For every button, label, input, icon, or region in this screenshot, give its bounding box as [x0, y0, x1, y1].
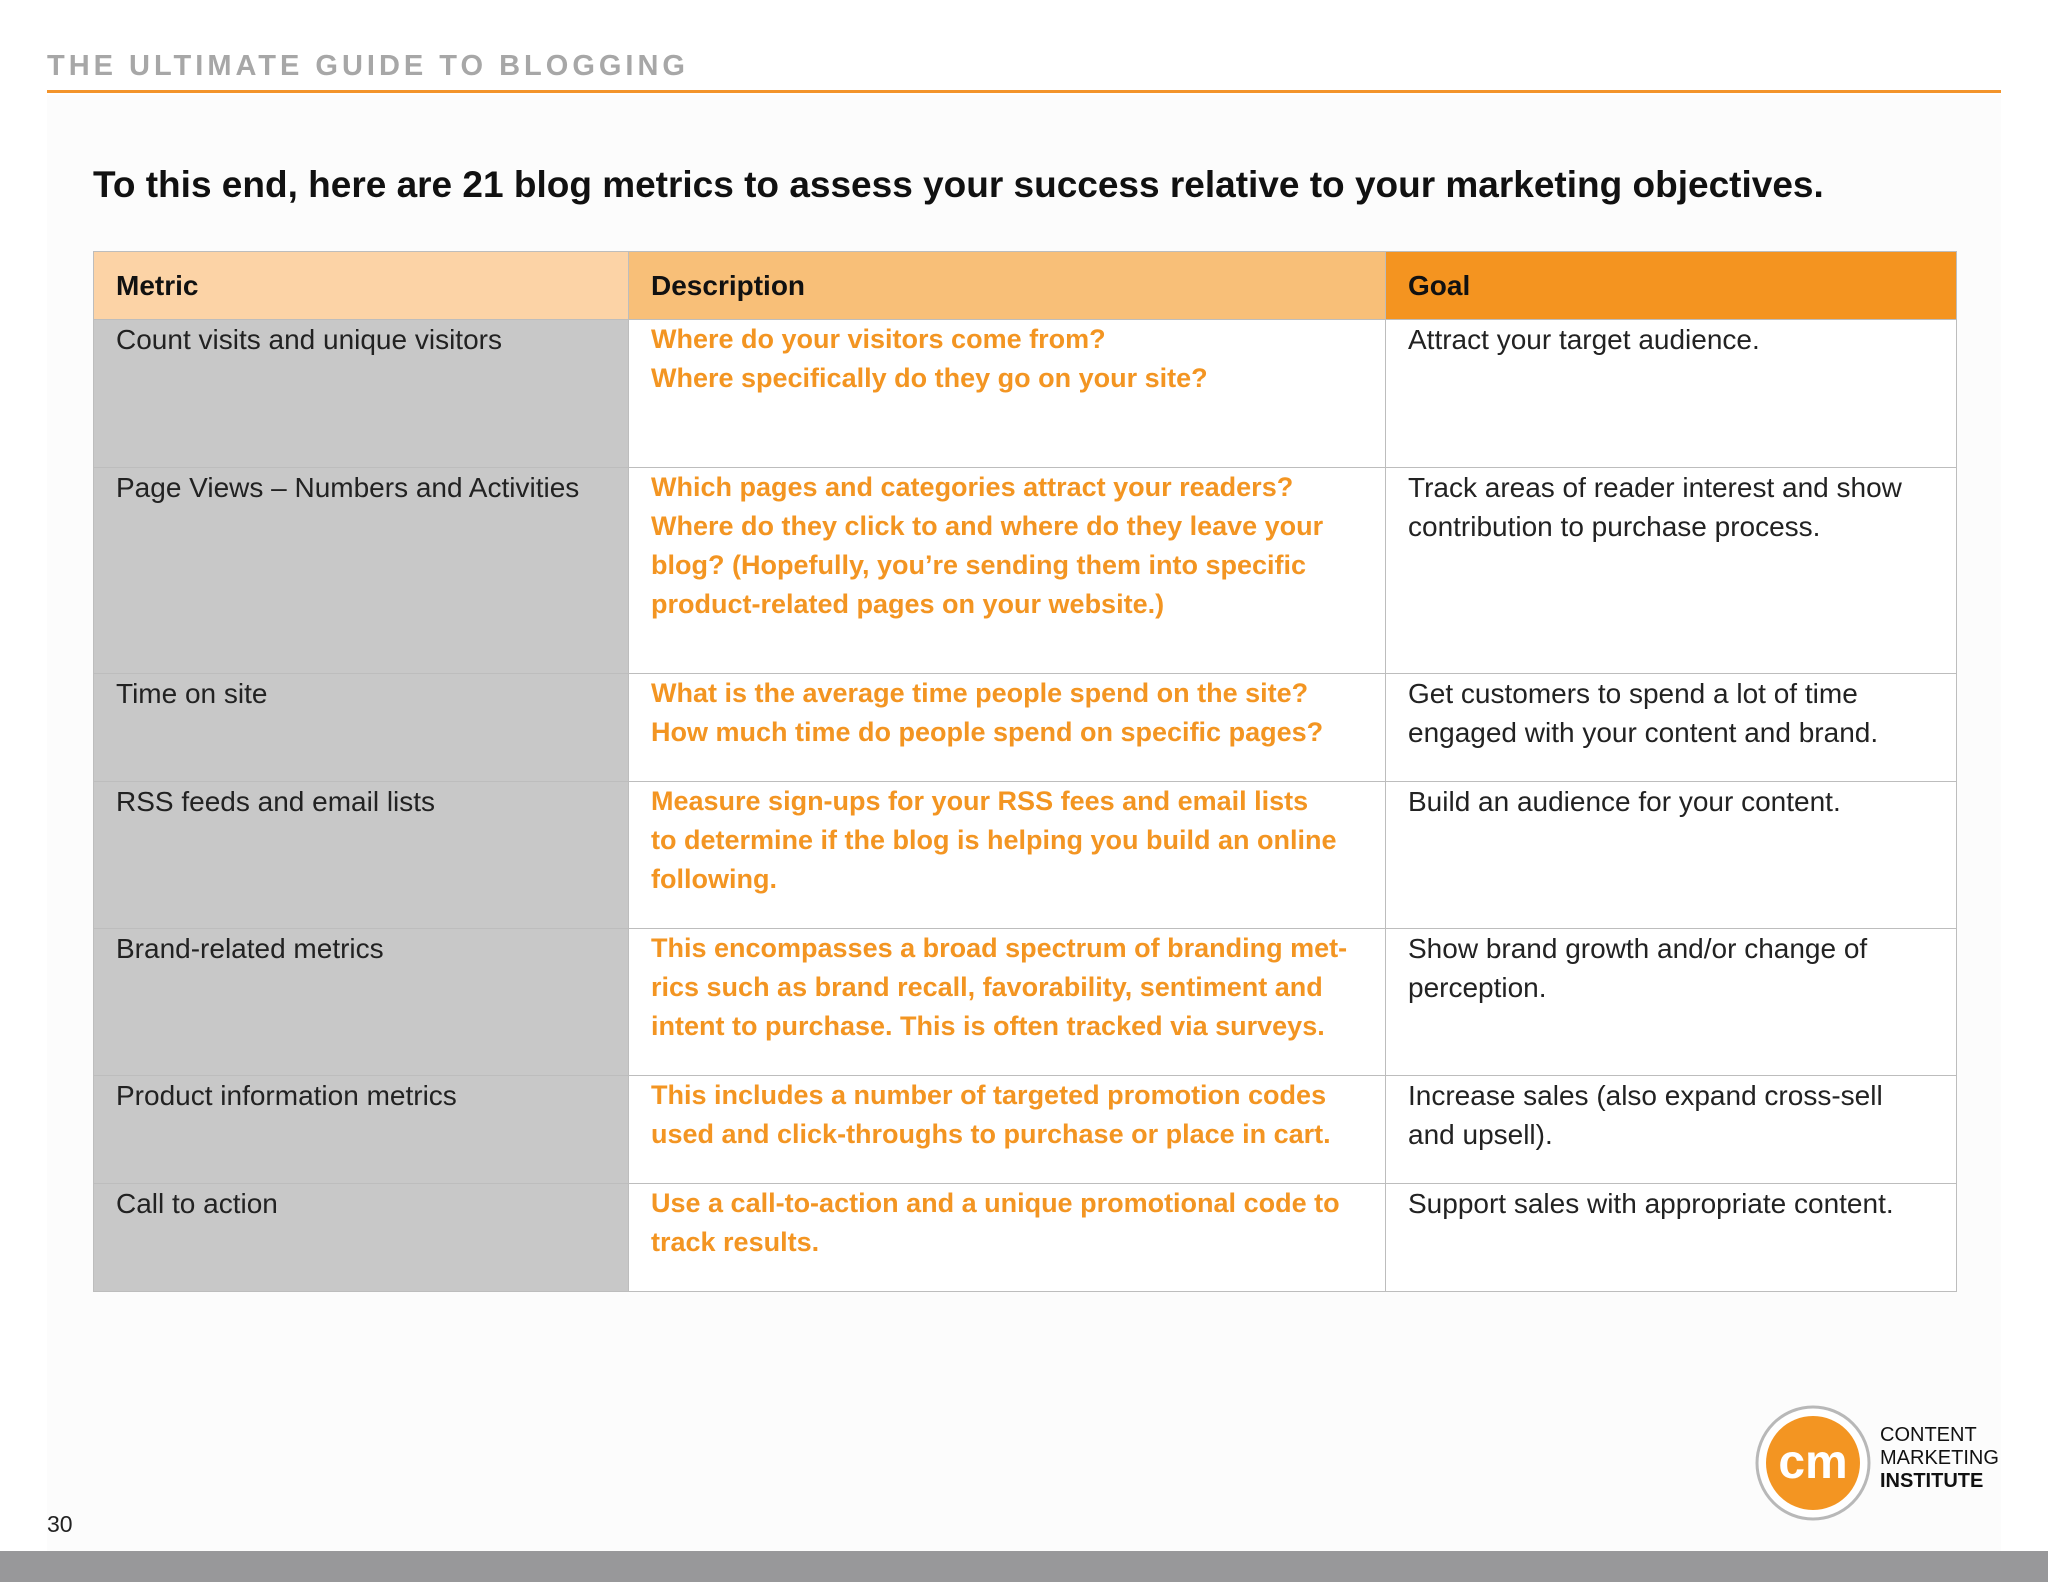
goal-cell: Track areas of reader interest and show contribution to purchase process.	[1386, 468, 1957, 674]
logo-mark: cm	[1778, 1436, 1848, 1489]
table-row	[94, 1184, 1957, 1292]
description-cell	[629, 929, 1386, 1076]
column-header-metric: Metric	[94, 252, 629, 320]
metric-cell: Page Views – Numbers and Activities	[94, 468, 629, 674]
goal-cell: Show brand growth and/or change of perception.	[1386, 929, 1957, 1076]
goal-cell: Attract your target audience.	[1386, 320, 1957, 468]
metric-cell: Time on site	[94, 674, 629, 782]
table-row	[94, 320, 1957, 468]
column-header-description: Description	[629, 252, 1386, 320]
logo-text-line: CONTENT	[1880, 1424, 1977, 1446]
metric-cell: RSS feeds and email lists	[94, 782, 629, 929]
description-cell	[629, 1184, 1386, 1292]
metric-cell: Product information metrics	[94, 1076, 629, 1184]
description-line: Where do they click to and where do they leave your	[651, 511, 1324, 541]
description-line: Where specifically do they go on your site?	[651, 363, 1208, 393]
metric-cell: Brand-related metrics	[94, 929, 629, 1076]
description-line: blog? (Hopefully, you’re sending them into specific	[651, 550, 1307, 580]
description-line: Which pages and categories attract your readers?	[651, 472, 1294, 502]
description-line: track results.	[651, 1227, 820, 1257]
description-cell	[629, 1076, 1386, 1184]
logo-text-line: MARKETING	[1880, 1447, 1999, 1469]
description-line: to determine if the blog is helping you build an online	[651, 825, 1337, 855]
description-line: This encompasses a broad spectrum of branding met-	[651, 933, 1348, 963]
table-header-row	[94, 252, 1957, 320]
goal-cell: Increase sales (also expand cross-sell and upsell).	[1386, 1076, 1957, 1184]
description-line: used and click-throughs to purchase or place in cart.	[651, 1119, 1331, 1149]
goal-cell: Get customers to spend a lot of time engaged with your content and brand.	[1386, 674, 1957, 782]
description-cell	[629, 782, 1386, 929]
metric-cell: Count visits and unique visitors	[94, 320, 629, 468]
footer-bar	[0, 1551, 2048, 1582]
column-header-goal: Goal	[1386, 252, 1957, 320]
table-row	[94, 782, 1957, 929]
description-line: How much time do people spend on specific pages?	[651, 717, 1324, 747]
guide-title: THE ULTIMATE GUIDE TO BLOGGING	[47, 50, 689, 82]
description-line: Use a call-to-action and a unique promotional code to	[651, 1188, 1340, 1218]
table-row	[94, 929, 1957, 1076]
description-line: rics such as brand recall, favorability, sentiment and	[651, 972, 1323, 1002]
table-row	[94, 468, 1957, 674]
table-row	[94, 1076, 1957, 1184]
table-row	[94, 674, 1957, 782]
page-number: 30	[47, 1511, 73, 1537]
logo-text-line: INSTITUTE	[1880, 1470, 1984, 1492]
description-line: Where do your visitors come from?	[651, 324, 1106, 354]
logo-wordmark	[1880, 1424, 1999, 1493]
description-line: This includes a number of targeted promotion codes	[651, 1080, 1327, 1110]
description-cell	[629, 320, 1386, 468]
intro-heading: To this end, here are 21 blog metrics to assess your success relative to your marketing objectives.	[93, 164, 1824, 205]
description-line: product-related pages on your website.)	[651, 589, 1165, 619]
metrics-table	[93, 251, 1957, 1292]
description-cell	[629, 674, 1386, 782]
description-cell	[629, 468, 1386, 674]
cmi-logo-icon	[1754, 1404, 1872, 1522]
goal-cell: Support sales with appropriate content.	[1386, 1184, 1957, 1292]
description-line: following.	[651, 864, 777, 894]
description-line: intent to purchase. This is often tracked via surveys.	[651, 1011, 1325, 1041]
description-line: What is the average time people spend on the site?	[651, 678, 1309, 708]
goal-cell: Build an audience for your content.	[1386, 782, 1957, 929]
header-divider	[47, 90, 2001, 93]
description-line: Measure sign-ups for your RSS fees and email lists	[651, 786, 1309, 816]
metric-cell: Call to action	[94, 1184, 629, 1292]
